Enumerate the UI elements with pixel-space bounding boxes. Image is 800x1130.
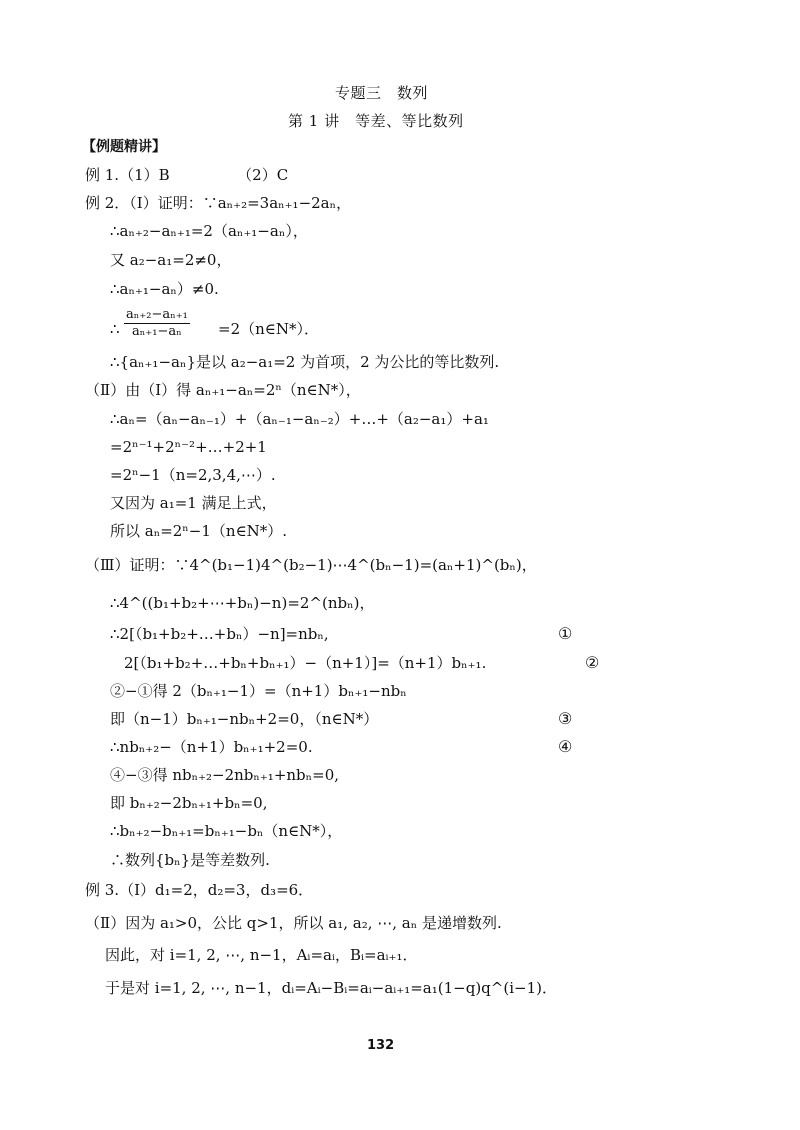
text-line: 即（n−1）bₙ₊₁−nbₙ+2=0，（n∈N*） (110, 710, 379, 728)
text-line: ∴nbₙ₊₂−（n+1）bₙ₊₁+2=0. (110, 738, 313, 756)
text-line: 所以 aₙ=2ⁿ−1（n∈N*）. (110, 522, 288, 540)
fraction-numerator: aₙ₊₂−aₙ₊₁ (126, 307, 188, 322)
text-line: 又因为 a₁=1 满足上式， (110, 494, 277, 512)
text-line: ∴aₙ₊₁−aₙ）≠0. (110, 280, 219, 298)
text-line: 即 bₙ₊₂−2bₙ₊₁+bₙ=0, (110, 794, 268, 812)
fraction-denominator: aₙ₊₁−aₙ (132, 324, 182, 339)
equation-marker-3: ③ (558, 709, 573, 728)
therefore-symbol: ∴ (110, 320, 120, 338)
text-line: 于是对 i=1, 2, ⋯, n−1，dᵢ=Aᵢ−Bᵢ=aᵢ−aᵢ₊₁=a₁(1−q)q^(i−1)． (105, 979, 557, 997)
text-line: ∴aₙ=（aₙ−aₙ₋₁）+（aₙ₋₁−aₙ₋₂）+…+（a₂−a₁）+a₁ (110, 410, 489, 428)
text-line: （Ⅲ）证明：∵4^(b₁−1)4^(b₂−1)⋯4^(bₙ−1)=(aₙ+1)^(bₙ)， (85, 556, 537, 574)
text-line: 又 a₂−a₁=2≠0， (110, 251, 232, 269)
text-line: 例 2．（Ⅰ）证明：∵aₙ₊₂=3aₙ₊₁−2aₙ， (85, 194, 352, 212)
text-line: ②−①得 2（bₙ₊₁−1）=（n+1）bₙ₊₁−nbₙ (110, 682, 407, 700)
text-line: 例 3.（Ⅰ）d₁=2，d₂=3，d₃=6． (85, 881, 314, 899)
text-line: ∴{aₙ₊₁−aₙ}是以 a₂−a₁=2 为首项，2 为公比的等比数列. (110, 353, 500, 371)
equation-marker-1: ① (558, 624, 573, 643)
ratio-fraction (124, 307, 190, 340)
equation-marker-2: ② (585, 653, 600, 672)
text-line: ∴2[（b₁+b₂+…+bₙ）−n]=nbₙ, (110, 625, 329, 643)
text-line: =2ⁿ⁻¹+2ⁿ⁻²+…+2+1 (110, 438, 267, 456)
text-line: 2[（b₁+b₂+…+bₙ+bₙ₊₁）−（n+1）]=（n+1）bₙ₊₁. (124, 654, 487, 672)
text-line: =2ⁿ−1（n=2,3,4,⋯）. (110, 466, 276, 484)
text-line: ∴aₙ₊₂−aₙ₊₁=2（aₙ₊₁−aₙ）， (110, 222, 308, 240)
text-line: （Ⅱ）由（Ⅰ）得 aₙ₊₁−aₙ=2ⁿ（n∈N*）， (85, 381, 361, 399)
text-line: 因此，对 i=1, 2, ⋯, n−1，Aᵢ=aᵢ，Bᵢ=aᵢ₊₁． (105, 946, 418, 964)
text-line: =2（n∈N*）． (218, 320, 320, 338)
text-line: ∴bₙ₊₂−bₙ₊₁=bₙ₊₁−bₙ（n∈N*）， (110, 822, 343, 840)
page-number: 132 (367, 1038, 395, 1053)
text-line: ∴数列{bₙ}是等差数列. (110, 851, 270, 869)
section-header: 【例题精讲】 (82, 139, 166, 155)
equation-marker-4: ④ (558, 737, 573, 756)
text-line: （Ⅱ）因为 a₁>0，公比 q>1，所以 a₁, a₂, ⋯, aₙ 是递增数列. (85, 914, 502, 932)
doc-title: 专题三 数列 (335, 84, 429, 102)
text-line: ∴4^((b₁+b₂+⋯+bₙ)−n)=2^(nbₙ)， (110, 594, 375, 612)
text-line: ④−③得 nbₙ₊₂−2nbₙ₊₁+nbₙ=0, (110, 766, 340, 784)
text-line: 例 1.（1）B （2）C (85, 166, 289, 184)
doc-subtitle: 第 1 讲 等差、等比数列 (288, 112, 464, 130)
